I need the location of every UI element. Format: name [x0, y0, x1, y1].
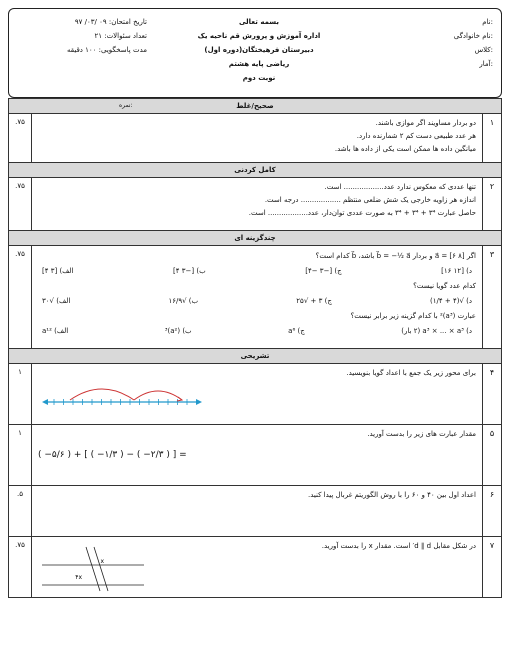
options-row [38, 264, 476, 279]
question-score: .۷۵ [9, 178, 32, 230]
question-score: .۵ [9, 486, 32, 536]
option[interactable]: ب) √۱۶/۹ [168, 297, 199, 305]
question-stem: اگر a⃗ = [۶ ۸] و بردار b⃗ = −½ a⃗ باشد، b⃗ کدام است؟ [315, 252, 476, 260]
question-number: ۶ [482, 486, 501, 536]
student-info [403, 15, 493, 71]
grade-label: آمار: [479, 60, 493, 68]
question-score: .۷۵ [9, 114, 32, 162]
option[interactable]: ج) [−۳ −۴] [305, 267, 342, 275]
section-title: صحیح/غلط [236, 102, 274, 110]
questions-table [8, 98, 502, 598]
question-number: ۵ [482, 425, 501, 485]
exam-page [8, 8, 502, 658]
statement: میانگین داده ها ممکن است یکی از داده ها باشد. [334, 145, 476, 153]
family-label: نام خانوادگی: [453, 32, 493, 40]
question-stem: عبارت (a³)² با کدام گزینه زیر برابر نیست؟ [350, 312, 476, 320]
school-name: دبیرستان فرهیختگان(دوره اول) [204, 46, 314, 54]
section-fill-blank [8, 163, 502, 178]
score-note: نمره: [119, 102, 133, 109]
question-text: اعداد اول بین ۴۰ و ۶۰ را با روش الگوریتم غربال پیدا کنید. [307, 491, 476, 499]
statement: تنها عددی که معکوس ندارد عدد.................. است. [324, 183, 476, 191]
question-row [8, 246, 502, 349]
question-row [8, 364, 502, 425]
question-number: ۱ [482, 114, 501, 162]
question-body [32, 486, 482, 536]
question-text: در شکل مقابل d ∥ d′ است. مقدار x را بدست آورید. [321, 542, 476, 550]
option[interactable]: د) √(۴ + ۱/۴) [430, 297, 472, 305]
exam-header [8, 8, 502, 98]
name-label: نام: [482, 18, 493, 26]
number-line-figure [42, 378, 202, 412]
school-info [159, 15, 359, 85]
option[interactable]: ب) (a²)³ [164, 327, 192, 335]
question-number: ۴ [482, 364, 501, 424]
angle-label: ۴x [75, 574, 82, 581]
angle-label: x [100, 558, 104, 565]
statement: اندازه هر زاویه خارجی یک شش ضلعی منتظم .................. درجه است. [264, 196, 476, 204]
question-row [8, 425, 502, 486]
statement: هر عدد طبیعی دست کم ۲ شمارنده دارد. [356, 132, 476, 140]
duration: مدت پاسخگویی: ۱۰۰ دقیقه [67, 46, 147, 54]
section-multiple-choice [8, 231, 502, 246]
math-expression: ( −۵/۶ ) + [ ( −۱/۳ ) − ( −۲/۳ ) ] = [38, 450, 187, 460]
question-body [32, 364, 482, 424]
statement: دو بردار مساویند اگر موازی باشند. [375, 119, 476, 127]
section-true-false [8, 99, 502, 114]
question-row [8, 114, 502, 163]
question-score: ۱ [9, 425, 32, 485]
question-body [32, 537, 482, 597]
question-text: برای محور زیر یک جمع با اعداد گویا بنویسید. [346, 369, 476, 377]
option[interactable]: ج) ۳ + √۲۵ [296, 297, 332, 305]
question-body [32, 114, 482, 162]
section-title: تشریحی [240, 352, 270, 360]
term-name: نوبت دوم [242, 74, 276, 82]
option[interactable]: الف) √۳۰ [42, 297, 71, 305]
question-count: تعداد سئوالات: ۲۱ [94, 32, 147, 40]
question-row [8, 537, 502, 598]
question-stem: کدام عدد گویا نیست؟ [413, 282, 476, 290]
statement: حاصل عبارت ۳⁴ + ۳⁴ + ۳⁴ به صورت عددی توان‌دار، عدد.................. است. [248, 209, 476, 217]
question-body [32, 246, 482, 348]
option[interactable]: ب) [−۳ ۴] [173, 267, 206, 275]
option[interactable]: د) a³ × ... × a³ (۲ بار) [401, 327, 472, 335]
options-row [38, 324, 476, 339]
option[interactable]: ج) a⁶ [288, 327, 305, 335]
section-descriptive [8, 349, 502, 364]
options-row [38, 294, 476, 309]
bismillah: بسمه تعالی [238, 18, 280, 26]
question-text: مقدار عبارت های زیر را بدست آورید. [367, 430, 476, 438]
class-label: کلاس: [474, 46, 493, 54]
section-title: چندگزینه ای [234, 234, 276, 242]
question-score: .۷۵ [9, 537, 32, 597]
option[interactable]: الف) a¹² [42, 327, 69, 335]
subject-name: ریاضی پایه هشتم [228, 60, 290, 68]
section-title: کامل کردنی [234, 166, 276, 174]
exam-info [17, 15, 147, 57]
question-body [32, 178, 482, 230]
question-score: ۱ [9, 364, 32, 424]
office-name: اداره آموزش و پرورش قم ناحیه یک [197, 32, 321, 40]
exam-date: تاریخ امتحان: ۰۹ /۰۳/ ۹۷ [74, 18, 147, 26]
option[interactable]: الف) [۳ ۴] [42, 267, 74, 275]
option[interactable]: د) [۱۲ ۱۶] [441, 267, 472, 275]
question-score: .۷۵ [9, 246, 32, 348]
question-body [32, 425, 482, 485]
question-row [8, 486, 502, 537]
question-number: ۳ [482, 246, 501, 348]
question-row [8, 178, 502, 231]
parallel-lines-figure [38, 545, 148, 593]
question-number: ۲ [482, 178, 501, 230]
question-number: ۷ [482, 537, 501, 597]
